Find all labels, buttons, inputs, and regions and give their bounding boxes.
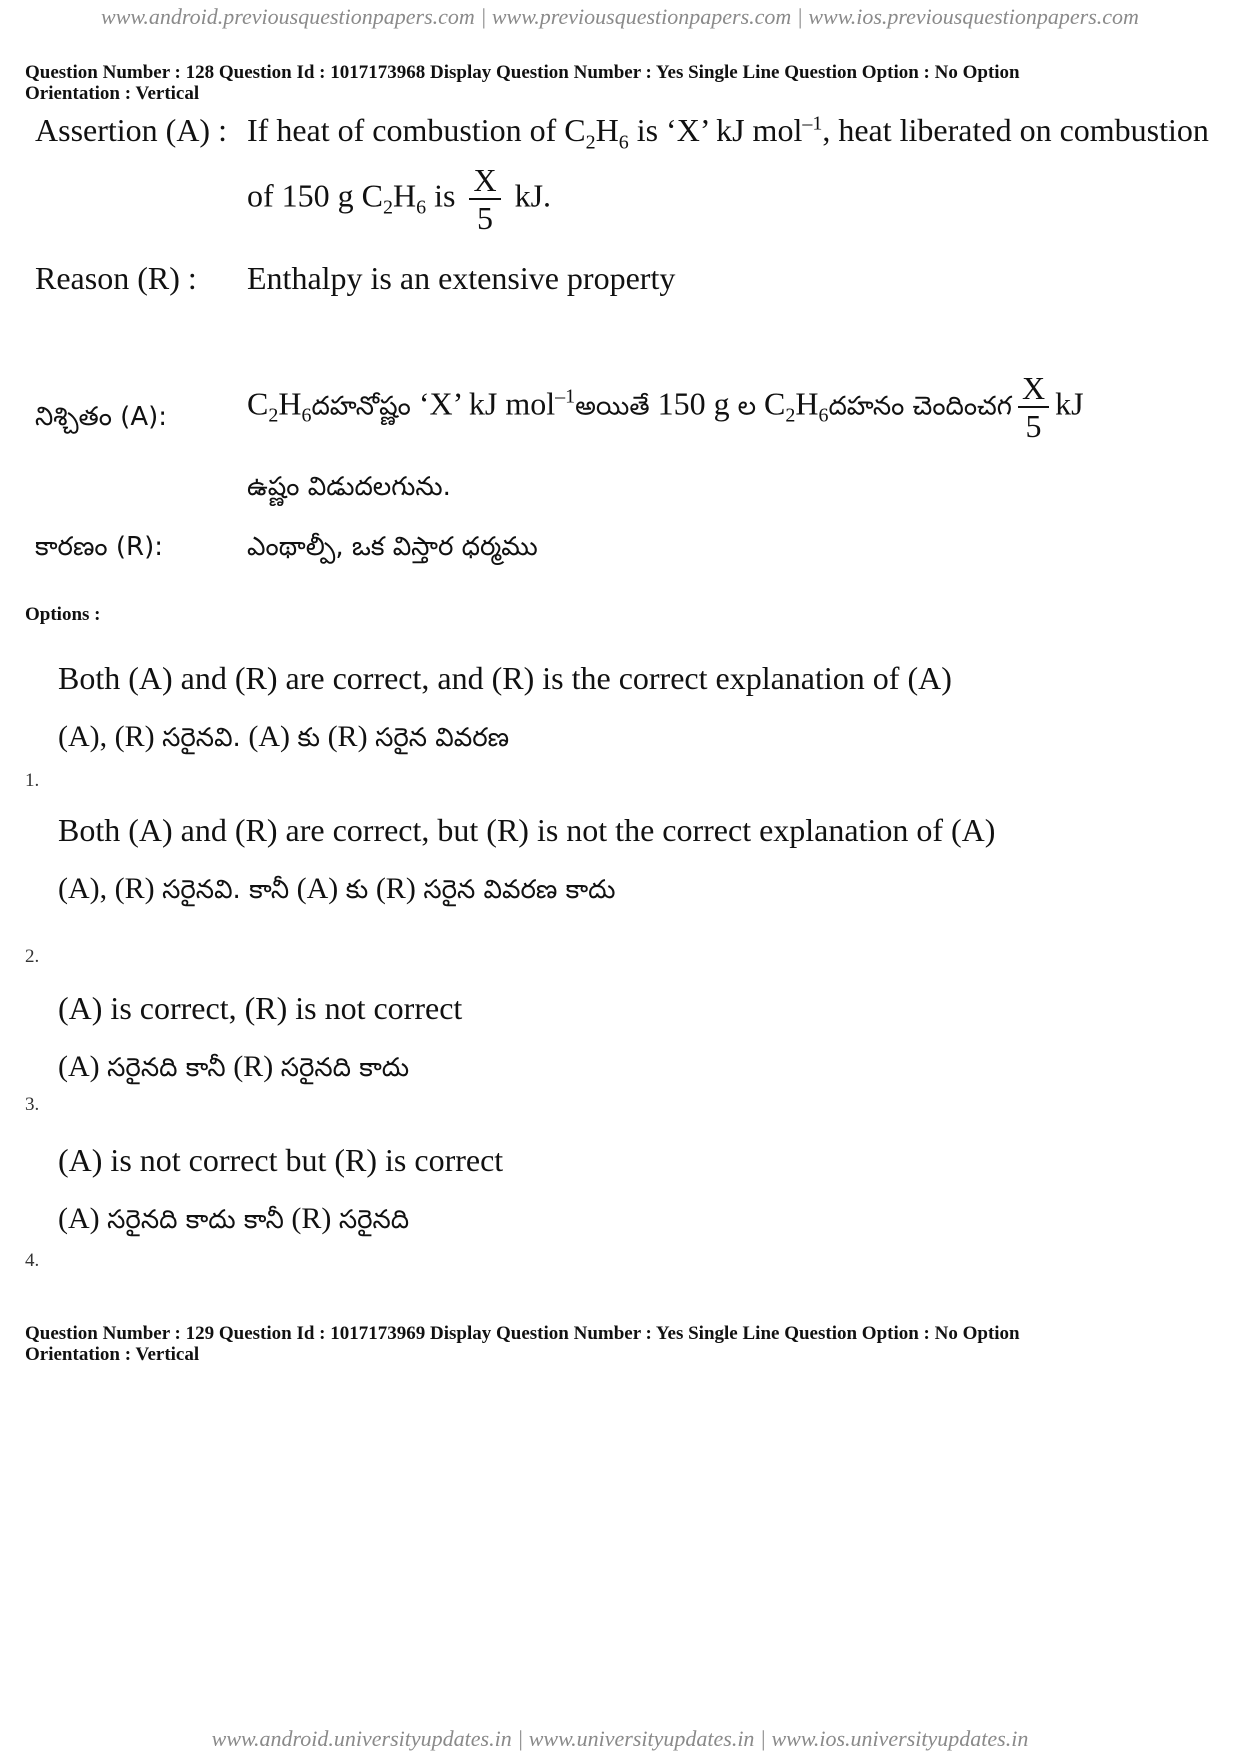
te-word: దహనం చెందించగ [828, 391, 1012, 422]
fraction-numerator: X [1018, 372, 1049, 408]
question-129-meta [25, 1323, 1205, 1365]
assertion-text-tail: , heat liberated on combustion [822, 112, 1209, 148]
option-text-en: (A) is not correct but (R) is correct [58, 1142, 504, 1178]
option-text-te: (A), (R) సరైనవి. (A) కు (R) సరైన వివరణ [58, 720, 510, 753]
option-text-te: (A) సరైనది కానీ (R) సరైనది కాదు [58, 1050, 410, 1083]
te-c-letter: C [756, 385, 786, 422]
subscript: 2 [383, 196, 393, 219]
question-129-meta-line1: Question Number : 129 Question Id : 1017173969 Display Question Number : Yes Single Line Question Option : No Option [25, 1323, 1020, 1344]
option-text-en: (A) is correct, (R) is not correct [58, 990, 463, 1026]
watermark-bottom: www.android.universityupdates.in | www.universityupdates.in | www.ios.universityupdates.in [211, 1726, 1029, 1751]
watermark-top: www.android.previousquestionpapers.com | www.previousquestionpapers.com | www.ios.previousquestionpapers.com [101, 4, 1139, 29]
h-letter: H [393, 177, 417, 214]
option-number: 4. [25, 1250, 40, 1271]
fraction [1018, 372, 1049, 442]
te-word: అయితే [575, 391, 650, 422]
assertion-l2-tail: kJ. [506, 177, 552, 214]
assertion-line-2 [247, 164, 551, 234]
subscript: 6 [618, 131, 629, 154]
option-number: 2. [25, 946, 40, 967]
subscript: 2 [585, 131, 596, 154]
option-number: 1. [25, 770, 40, 791]
fraction [469, 164, 500, 234]
h-letter: H [595, 112, 619, 148]
subscript: 2 [785, 404, 796, 427]
reason-label: Reason (R) : [35, 260, 197, 296]
option-text-te: (A) సరైనది కాదు కానీ (R) సరైనది [58, 1202, 410, 1235]
option-text-en: Both (A) and (R) are correct, and (R) is the correct explanation of (A) [58, 660, 952, 696]
assertion-text-post: is ‘X’ kJ mol [628, 112, 803, 148]
te-kj: kJ [1055, 385, 1084, 422]
fraction-denominator: 5 [477, 200, 493, 236]
reason-text: Enthalpy is an extensive property [247, 260, 676, 296]
te-reason-label: కారణం (R): [35, 532, 163, 562]
question-128-meta-line1: Question Number : 128 Question Id : 1017173968 Display Question Number : Yes Single Line Question Option : No Option [25, 62, 1020, 83]
h-letter: H [795, 385, 819, 422]
te-reason-text: ఎంథాల్పీ, ఒక విస్తార ధర్మము [247, 532, 538, 562]
options-label: Options : [25, 604, 101, 625]
te-150: 150 g [649, 385, 738, 422]
assertion-l2-pre: of 150 g C [247, 177, 383, 214]
subscript: 6 [301, 404, 312, 427]
option-text-en: Both (A) and (R) are correct, but (R) is not the correct explanation of (A) [58, 812, 996, 848]
question-128-meta [25, 62, 1205, 104]
subscript: 6 [818, 404, 829, 427]
assertion-line-1 [247, 112, 1209, 154]
fraction-denominator: 5 [1025, 408, 1042, 444]
te-assertion-line-2: ఉష్ణం విడుదలగును. [247, 472, 451, 502]
assertion-l2-mid: is [426, 177, 464, 214]
te-word: దహనోష్ణం [311, 391, 411, 422]
te-assertion-line-1 [247, 372, 1084, 442]
te-word: ల [737, 391, 756, 422]
question-128-meta-line2: Orientation : Vertical [25, 83, 200, 104]
question-129-meta-line2: Orientation : Vertical [25, 1344, 200, 1365]
te-assertion-label: నిశ్చితం (A): [35, 402, 168, 432]
assertion-label: Assertion (A) : [35, 112, 227, 148]
assertion-text-pre: If heat of combustion of C [247, 112, 586, 148]
fraction-numerator: X [469, 164, 500, 200]
subscript: 2 [268, 404, 279, 427]
subscript: 6 [416, 196, 427, 219]
superscript: –1 [802, 112, 823, 135]
option-text-te: (A), (R) సరైనవి. కానీ (A) కు (R) సరైన వివరణ కాదు [58, 872, 616, 905]
superscript: –1 [555, 385, 576, 408]
h-letter: H [278, 385, 302, 422]
option-number: 3. [25, 1094, 40, 1115]
te-c-letter: C [247, 385, 269, 422]
te-mid: ‘X’ kJ mol [410, 385, 556, 422]
